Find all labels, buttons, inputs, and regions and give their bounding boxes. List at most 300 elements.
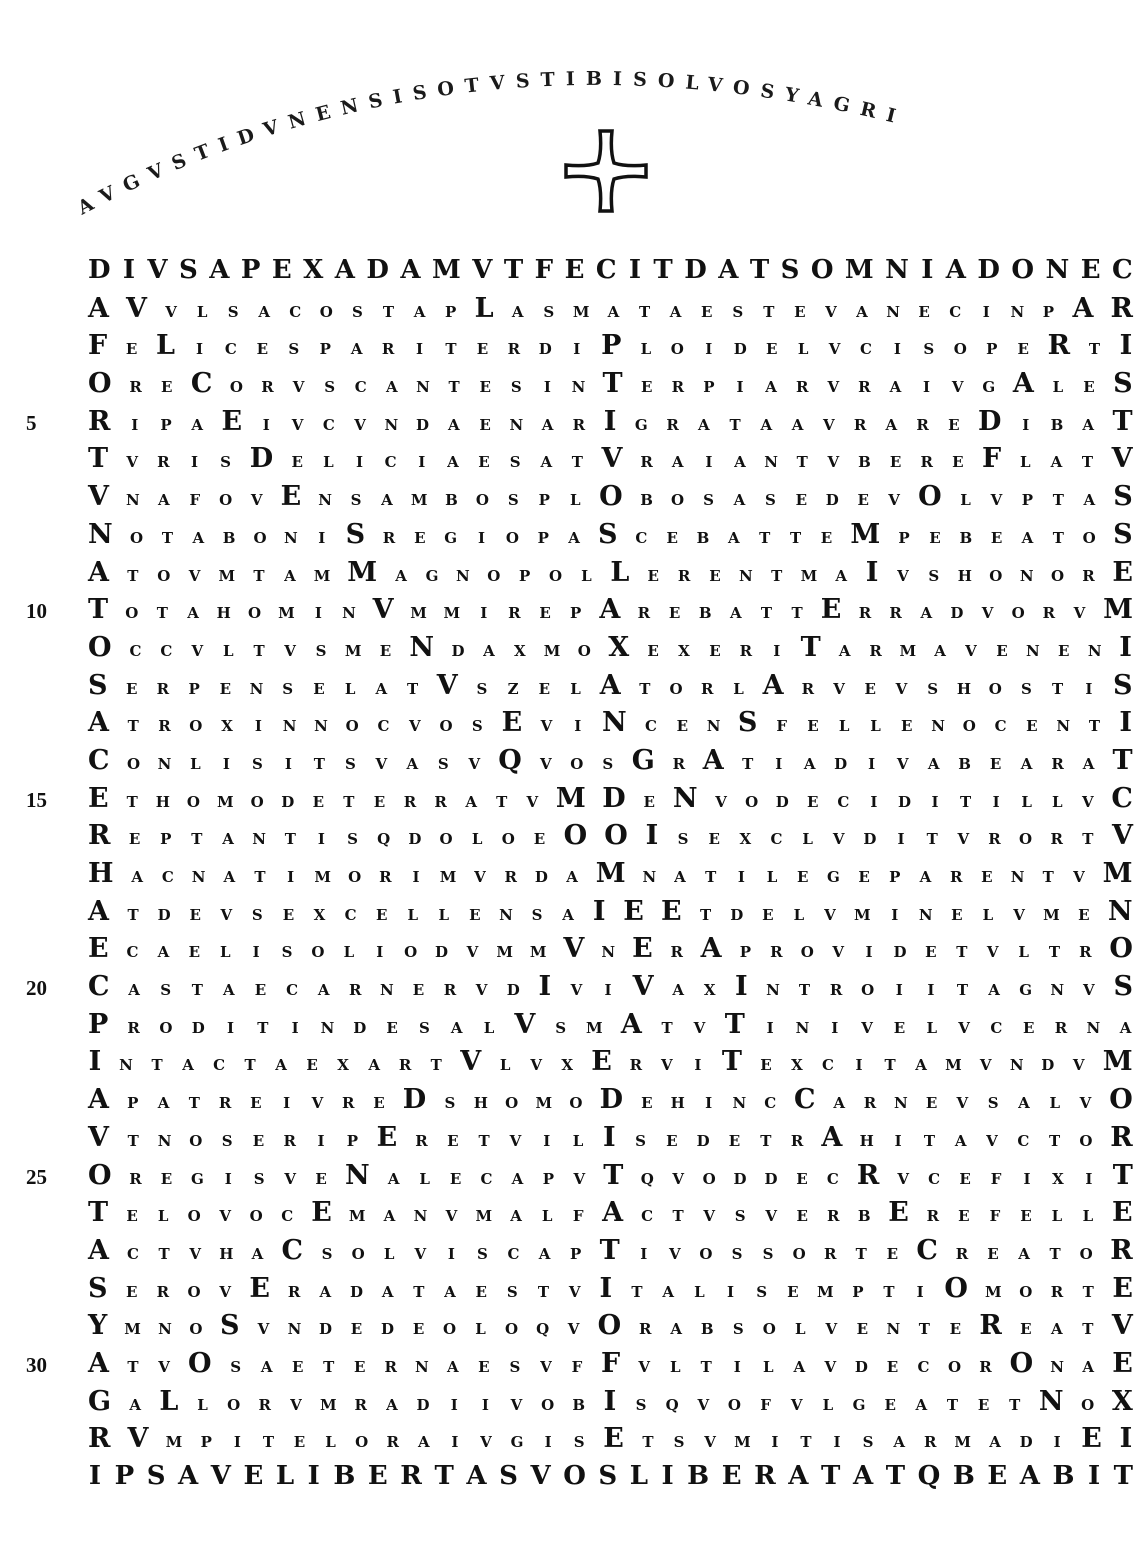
grid-letter: A bbox=[1083, 491, 1096, 510]
grid-letter: A bbox=[158, 491, 170, 510]
grid-letter: I bbox=[831, 1018, 839, 1037]
grid-letter: R bbox=[863, 1094, 877, 1113]
grid-letter: M bbox=[443, 604, 461, 623]
grid-letter: A bbox=[223, 981, 235, 1000]
grid-letter: R bbox=[384, 1357, 397, 1376]
grid-letter: E bbox=[700, 302, 713, 321]
grid-letter: I bbox=[771, 1433, 779, 1452]
grid-letter: L bbox=[838, 717, 850, 736]
grid-letter: A bbox=[915, 1395, 928, 1414]
grid-letter: C bbox=[793, 1084, 816, 1116]
grid-letter: R bbox=[858, 378, 871, 397]
grid-letter: V bbox=[474, 868, 486, 886]
grid-letter: T bbox=[503, 255, 524, 285]
grid-letter: C bbox=[160, 641, 173, 660]
grid-letter: E bbox=[1020, 1207, 1032, 1226]
grid-letter: L bbox=[763, 1357, 774, 1376]
grid-letter: N bbox=[764, 453, 778, 472]
grid-letter: R bbox=[739, 641, 753, 660]
grid-letter: E bbox=[447, 1131, 459, 1150]
grid-letter: N bbox=[1086, 1018, 1101, 1037]
grid-letter: X bbox=[608, 631, 630, 663]
grid-letter: R bbox=[504, 868, 517, 886]
grid-letter: C bbox=[837, 792, 850, 811]
grid-letter: O bbox=[439, 830, 453, 849]
line-number: 5 bbox=[26, 410, 37, 435]
grid-letter: I bbox=[1053, 1433, 1061, 1452]
grid-letter: A bbox=[599, 594, 621, 626]
row-letters bbox=[88, 780, 1133, 818]
grid-letter: X bbox=[303, 255, 324, 285]
grid-letter: N bbox=[318, 491, 332, 510]
grid-letter: L bbox=[474, 292, 494, 324]
grid-letter: A bbox=[129, 1395, 142, 1414]
grid-letter: V bbox=[965, 641, 977, 660]
grid-letter: R bbox=[853, 415, 867, 434]
grid-letter: S bbox=[509, 453, 521, 472]
grid-letter: S bbox=[780, 255, 800, 285]
grid-letter: E bbox=[1112, 556, 1133, 588]
grid-letter: E bbox=[820, 528, 833, 547]
grid-letter: T bbox=[1088, 717, 1101, 736]
grid-letter: N bbox=[893, 1094, 908, 1113]
grid-letter: R bbox=[379, 868, 392, 886]
row-letters bbox=[88, 516, 1133, 554]
grid-letter: X bbox=[313, 905, 326, 924]
grid-letter: O bbox=[918, 481, 942, 513]
grid-letter: V bbox=[189, 1244, 201, 1263]
grid-letter: P bbox=[319, 340, 331, 359]
grid-letter: D bbox=[249, 443, 274, 475]
grid-letter: E bbox=[918, 302, 930, 321]
grid-letter: S bbox=[146, 1461, 166, 1491]
grid-letter: L bbox=[794, 1320, 806, 1339]
grid-letter: M bbox=[348, 1207, 366, 1226]
grid-letter: A bbox=[1082, 1357, 1094, 1376]
grid-letter: D bbox=[730, 905, 744, 924]
grid-letter: T bbox=[126, 792, 138, 811]
grid-letter: I bbox=[131, 415, 139, 434]
grid-row bbox=[88, 1081, 1133, 1119]
grid-letter: R bbox=[157, 453, 170, 472]
grid-row bbox=[88, 1307, 1133, 1345]
grid-letter: I bbox=[640, 1244, 648, 1263]
grid-letter: O bbox=[319, 302, 333, 321]
grid-letter: C bbox=[928, 1169, 941, 1188]
grid-letter: P bbox=[703, 378, 715, 397]
grid-letter: V bbox=[832, 943, 844, 962]
grid-letter: T bbox=[800, 631, 821, 663]
grid-letter: O bbox=[439, 717, 453, 736]
grid-letter: E bbox=[373, 792, 386, 811]
grid-letter: O bbox=[1079, 1244, 1093, 1263]
grid-letter: G bbox=[852, 1395, 866, 1414]
grid-letter: A bbox=[447, 1357, 459, 1376]
grid-letter: I bbox=[661, 1461, 674, 1491]
grid-letter: I bbox=[773, 641, 781, 660]
grid-letter: S bbox=[1113, 481, 1133, 513]
grid-letter: D bbox=[191, 1018, 205, 1037]
grid-letter: X bbox=[791, 1056, 803, 1075]
grid-letter: A bbox=[386, 378, 398, 397]
grid-letter: V bbox=[372, 594, 394, 626]
grid-letter: P bbox=[346, 1131, 358, 1150]
cross-pattee-icon bbox=[560, 125, 652, 217]
grid-letter: V bbox=[570, 981, 583, 1000]
grid-letter: I bbox=[416, 340, 424, 359]
grid-letter: L bbox=[1021, 792, 1032, 811]
grid-letter: I bbox=[314, 604, 322, 623]
grid-letter: E bbox=[449, 1169, 462, 1188]
grid-letter: E bbox=[280, 481, 302, 513]
grid-letter: S bbox=[227, 302, 239, 321]
grid-letter: B bbox=[700, 1320, 714, 1339]
grid-letter: C bbox=[281, 1234, 304, 1266]
grid-letter: D bbox=[534, 868, 548, 886]
grid-letter: E bbox=[996, 641, 1008, 660]
grid-letter: I bbox=[480, 604, 488, 623]
grid-letter: E bbox=[386, 1018, 398, 1037]
grid-letter: I bbox=[318, 528, 326, 547]
grid-letter: I bbox=[897, 830, 905, 849]
grid-letter: A bbox=[760, 415, 773, 434]
grid-letter: V bbox=[514, 1008, 536, 1040]
grid-letter: E bbox=[88, 782, 109, 814]
grid-letter: D bbox=[538, 340, 552, 359]
grid-letter: L bbox=[344, 679, 356, 698]
grid-letter: E bbox=[668, 604, 681, 623]
grid-letter: R bbox=[1051, 754, 1064, 773]
grid-letter: E bbox=[641, 378, 653, 397]
grid-row bbox=[88, 290, 1133, 328]
grid-letter: T bbox=[638, 302, 651, 321]
line-number: 10 bbox=[26, 599, 47, 624]
grid-letter: M bbox=[543, 641, 561, 660]
grid-letter: R bbox=[1110, 1234, 1133, 1266]
grid-letter: M bbox=[313, 566, 331, 585]
grid-letter: P bbox=[200, 1433, 212, 1452]
grid-letter: F bbox=[990, 1169, 1002, 1188]
grid-letter: A bbox=[885, 415, 898, 434]
grid-letter: M bbox=[410, 604, 427, 623]
grid-letter: I bbox=[283, 1094, 291, 1113]
grid-letter: I bbox=[705, 340, 713, 359]
grid-letter: R bbox=[770, 943, 783, 962]
grid-row bbox=[88, 440, 1133, 478]
grid-letter: R bbox=[88, 820, 111, 852]
arch-text: AVGVSTIDVNENSISOTVSTIBISOLVOSYAGRI bbox=[74, 67, 909, 220]
grid-letter: P bbox=[444, 302, 457, 321]
grid-letter: A bbox=[319, 1282, 332, 1301]
grid-letter: A bbox=[954, 1131, 967, 1150]
grid-letter: X bbox=[739, 830, 752, 849]
grid-row bbox=[88, 327, 1133, 365]
grid-letter: A bbox=[934, 641, 946, 660]
grid-letter: R bbox=[88, 1423, 111, 1455]
grid-letter: C bbox=[916, 1234, 938, 1266]
grid-letter: I bbox=[602, 1121, 616, 1153]
grid-letter: R bbox=[507, 340, 521, 359]
grid-letter: E bbox=[125, 1282, 138, 1301]
grid-letter: T bbox=[313, 754, 325, 773]
grid-letter: A bbox=[1082, 754, 1095, 773]
grid-letter: S bbox=[179, 255, 198, 285]
grid-letter: A bbox=[989, 1433, 1001, 1452]
grid-letter: O bbox=[800, 943, 814, 962]
grid-letter: L bbox=[1051, 1207, 1063, 1226]
grid-letter: A bbox=[258, 302, 271, 321]
grid-letter: V bbox=[188, 566, 201, 585]
grid-letter: I bbox=[694, 1056, 702, 1075]
grid-letter: T bbox=[127, 717, 139, 736]
grid-letter: O bbox=[487, 566, 501, 585]
grid-letter: E bbox=[367, 1461, 388, 1491]
grid-letter: T bbox=[1112, 1159, 1133, 1191]
grid-letter: O bbox=[351, 1244, 365, 1263]
grid-letter: P bbox=[1021, 491, 1034, 510]
grid-letter: T bbox=[244, 1056, 256, 1075]
grid-letter: O bbox=[1019, 1282, 1033, 1301]
grid-letter: V bbox=[825, 302, 837, 321]
grid-letter: I bbox=[376, 943, 384, 962]
grid-letter: I bbox=[705, 453, 713, 472]
grid-letter: D bbox=[349, 1282, 363, 1301]
grid-letter: I bbox=[603, 1385, 617, 1417]
grid-letter: R bbox=[158, 717, 171, 736]
grid-letter: T bbox=[923, 1131, 935, 1150]
grid-letter: A bbox=[821, 1121, 843, 1153]
grid-letter: S bbox=[345, 518, 366, 550]
grid-letter: O bbox=[1009, 1347, 1034, 1379]
grid-letter: V bbox=[895, 679, 908, 698]
grid-letter: O bbox=[187, 1282, 201, 1301]
grid-letter: S bbox=[732, 1320, 744, 1339]
grid-letter: T bbox=[602, 368, 623, 400]
grid-letter: E bbox=[1078, 905, 1090, 924]
grid-letter: V bbox=[601, 443, 623, 475]
grid-letter: V bbox=[127, 1423, 149, 1455]
grid-letter: I bbox=[1119, 330, 1133, 362]
grid-letter: E bbox=[160, 1169, 173, 1188]
grid-letter: E bbox=[291, 453, 303, 472]
grid-letter: B bbox=[857, 1207, 871, 1226]
grid-letter: V bbox=[567, 1320, 580, 1339]
grid-letter: N bbox=[252, 830, 267, 849]
grid-letter: O bbox=[253, 528, 267, 547]
grid-letter: I bbox=[356, 453, 364, 472]
grid-letter: M bbox=[344, 641, 362, 660]
grid-letter: T bbox=[653, 255, 673, 285]
grid-letter: E bbox=[479, 415, 491, 434]
grid-letter: M bbox=[218, 566, 236, 585]
grid-letter: N bbox=[732, 1094, 747, 1113]
grid-letter: F bbox=[760, 1395, 771, 1414]
grid-letter: O bbox=[157, 566, 171, 585]
grid-letter: E bbox=[478, 1357, 490, 1376]
grid-letter: R bbox=[129, 1169, 142, 1188]
row-letters bbox=[88, 290, 1133, 328]
grid-letter: V bbox=[986, 943, 999, 962]
grid-letter: S bbox=[507, 491, 519, 510]
grid-letter: R bbox=[979, 1310, 1002, 1342]
grid-letter: A bbox=[791, 415, 804, 434]
grid-letter: V bbox=[530, 1056, 542, 1075]
grid-letter: Z bbox=[507, 679, 519, 698]
grid-letter: C bbox=[88, 744, 110, 776]
grid-row bbox=[88, 1043, 1133, 1081]
grid-letter: O bbox=[227, 1395, 241, 1414]
grid-letter: O bbox=[702, 1169, 716, 1188]
row-letters bbox=[88, 1081, 1133, 1119]
grid-letter: A bbox=[88, 1347, 109, 1379]
grid-letter: V bbox=[510, 1395, 523, 1414]
grid-letter: O bbox=[88, 631, 112, 663]
grid-letter: Q bbox=[377, 830, 391, 849]
grid-letter: R bbox=[666, 415, 679, 434]
grid-letter: R bbox=[955, 1244, 969, 1263]
grid-letter: F bbox=[776, 717, 787, 736]
grid-letter: S bbox=[531, 905, 543, 924]
grid-letter: L bbox=[343, 943, 355, 962]
grid-letter: E bbox=[603, 1423, 624, 1455]
grid-letter: N bbox=[379, 981, 394, 1000]
grid-letter: L bbox=[766, 868, 778, 886]
row-letters bbox=[88, 554, 1133, 592]
grid-letter: A bbox=[856, 302, 868, 321]
grid-letter: T bbox=[631, 1282, 643, 1301]
grid-letter: N bbox=[602, 707, 627, 739]
grid-letter: T bbox=[959, 792, 972, 811]
grid-letter: M bbox=[854, 905, 871, 924]
grid-letter: I bbox=[992, 792, 1000, 811]
grid-letter: E bbox=[708, 830, 720, 849]
grid-row bbox=[88, 1420, 1133, 1458]
grid-row bbox=[88, 1194, 1133, 1232]
grid-letter: N bbox=[409, 631, 435, 663]
grid-letter: N bbox=[249, 679, 264, 698]
grid-letter: O bbox=[189, 717, 203, 736]
grid-letter: S bbox=[344, 754, 356, 773]
grid-letter: I bbox=[254, 717, 262, 736]
grid-letter: S bbox=[732, 302, 744, 321]
grid-letter: L bbox=[483, 1018, 495, 1037]
grid-letter: X bbox=[1111, 1385, 1133, 1417]
grid-letter: T bbox=[253, 566, 265, 585]
grid-letter: D bbox=[599, 1084, 624, 1116]
grid-letter: I bbox=[543, 1131, 551, 1150]
grid-letter: E bbox=[479, 378, 491, 397]
grid-letter: E bbox=[884, 1395, 896, 1414]
grid-letter: E bbox=[1083, 378, 1095, 397]
grid-letter: L bbox=[157, 1207, 169, 1226]
grid-letter: N bbox=[706, 717, 721, 736]
grid-letter: M bbox=[844, 255, 874, 285]
grid-letter: Q bbox=[665, 1395, 679, 1414]
grid-letter: C bbox=[129, 641, 142, 660]
grid-letter: R bbox=[283, 1131, 296, 1150]
grid-letter: M bbox=[278, 604, 295, 623]
grid-row bbox=[88, 1006, 1133, 1044]
grid-letter: A bbox=[602, 1197, 624, 1229]
grid-letter: R bbox=[1079, 943, 1092, 962]
grid-letter: A bbox=[788, 1461, 809, 1491]
grid-letter: T bbox=[382, 302, 395, 321]
grid-letter: V bbox=[957, 830, 970, 849]
grid-letter: L bbox=[570, 679, 581, 698]
grid-letter: V bbox=[126, 292, 147, 324]
grid-letter: E bbox=[660, 895, 682, 927]
grid-letter: E bbox=[1081, 1423, 1102, 1455]
grid-letter: D bbox=[602, 782, 626, 814]
grid-letter: E bbox=[647, 566, 659, 585]
grid-letter: A bbox=[599, 669, 621, 701]
grid-letter: S bbox=[499, 1461, 518, 1491]
grid-letter: L bbox=[1051, 792, 1063, 811]
grid-letter: A bbox=[450, 1018, 463, 1037]
grid-letter: L bbox=[383, 1244, 395, 1263]
grid-letter: S bbox=[221, 1131, 233, 1150]
grid-letter: H bbox=[88, 858, 114, 889]
grid-letter: E bbox=[564, 255, 585, 285]
grid-letter: O bbox=[1109, 933, 1133, 965]
grid-letter: T bbox=[537, 1282, 550, 1301]
grid-letter: R bbox=[869, 641, 882, 660]
grid-letter: O bbox=[953, 340, 967, 359]
grid-row bbox=[26, 403, 1133, 441]
grid-letter: E bbox=[414, 528, 426, 547]
grid-letter: S bbox=[598, 1461, 618, 1491]
grid-row bbox=[88, 1119, 1133, 1157]
grid-letter: O bbox=[188, 1347, 212, 1379]
grid-letter: A bbox=[88, 707, 109, 739]
grid-letter: E bbox=[641, 1094, 653, 1113]
grid-letter: N bbox=[509, 415, 524, 434]
grid-letter: E bbox=[1058, 641, 1070, 660]
grid-letter: A bbox=[395, 566, 407, 585]
grid-letter: V bbox=[414, 1244, 427, 1263]
grid-letter: A bbox=[793, 1357, 806, 1376]
row-letters bbox=[88, 1420, 1133, 1458]
grid-letter: I bbox=[1023, 1169, 1031, 1188]
grid-letter: X bbox=[1052, 1169, 1064, 1188]
grid-letter: T bbox=[127, 1131, 139, 1150]
grid-letter: D bbox=[733, 1169, 747, 1188]
grid-letter: A bbox=[988, 981, 1000, 1000]
grid-letter: E bbox=[1080, 255, 1101, 285]
grid-letter: A bbox=[375, 679, 388, 698]
grid-letter: A bbox=[417, 1433, 430, 1452]
grid-letter: M bbox=[954, 1433, 971, 1452]
grid-letter: A bbox=[1021, 528, 1034, 547]
grid-letter: A bbox=[1019, 1461, 1040, 1491]
grid-letter: T bbox=[798, 981, 811, 1000]
grid-letter: S bbox=[862, 1433, 874, 1452]
grid-letter: M bbox=[734, 1433, 751, 1452]
grid-letter: I bbox=[737, 868, 745, 886]
grid-letter: O bbox=[159, 1018, 173, 1037]
row-letters bbox=[88, 1383, 1133, 1421]
grid-letter: V bbox=[825, 1320, 838, 1339]
grid-letter: E bbox=[981, 868, 993, 886]
grid-letter: E bbox=[797, 868, 809, 886]
grid-letter: E bbox=[254, 981, 267, 1000]
grid-letter: E bbox=[925, 943, 937, 962]
grid-letter: E bbox=[243, 1461, 264, 1491]
grid-letter: C bbox=[127, 1244, 139, 1263]
grid-letter: C bbox=[1111, 255, 1133, 285]
grid-letter: E bbox=[1026, 717, 1038, 736]
grid-letter: E bbox=[807, 717, 819, 736]
